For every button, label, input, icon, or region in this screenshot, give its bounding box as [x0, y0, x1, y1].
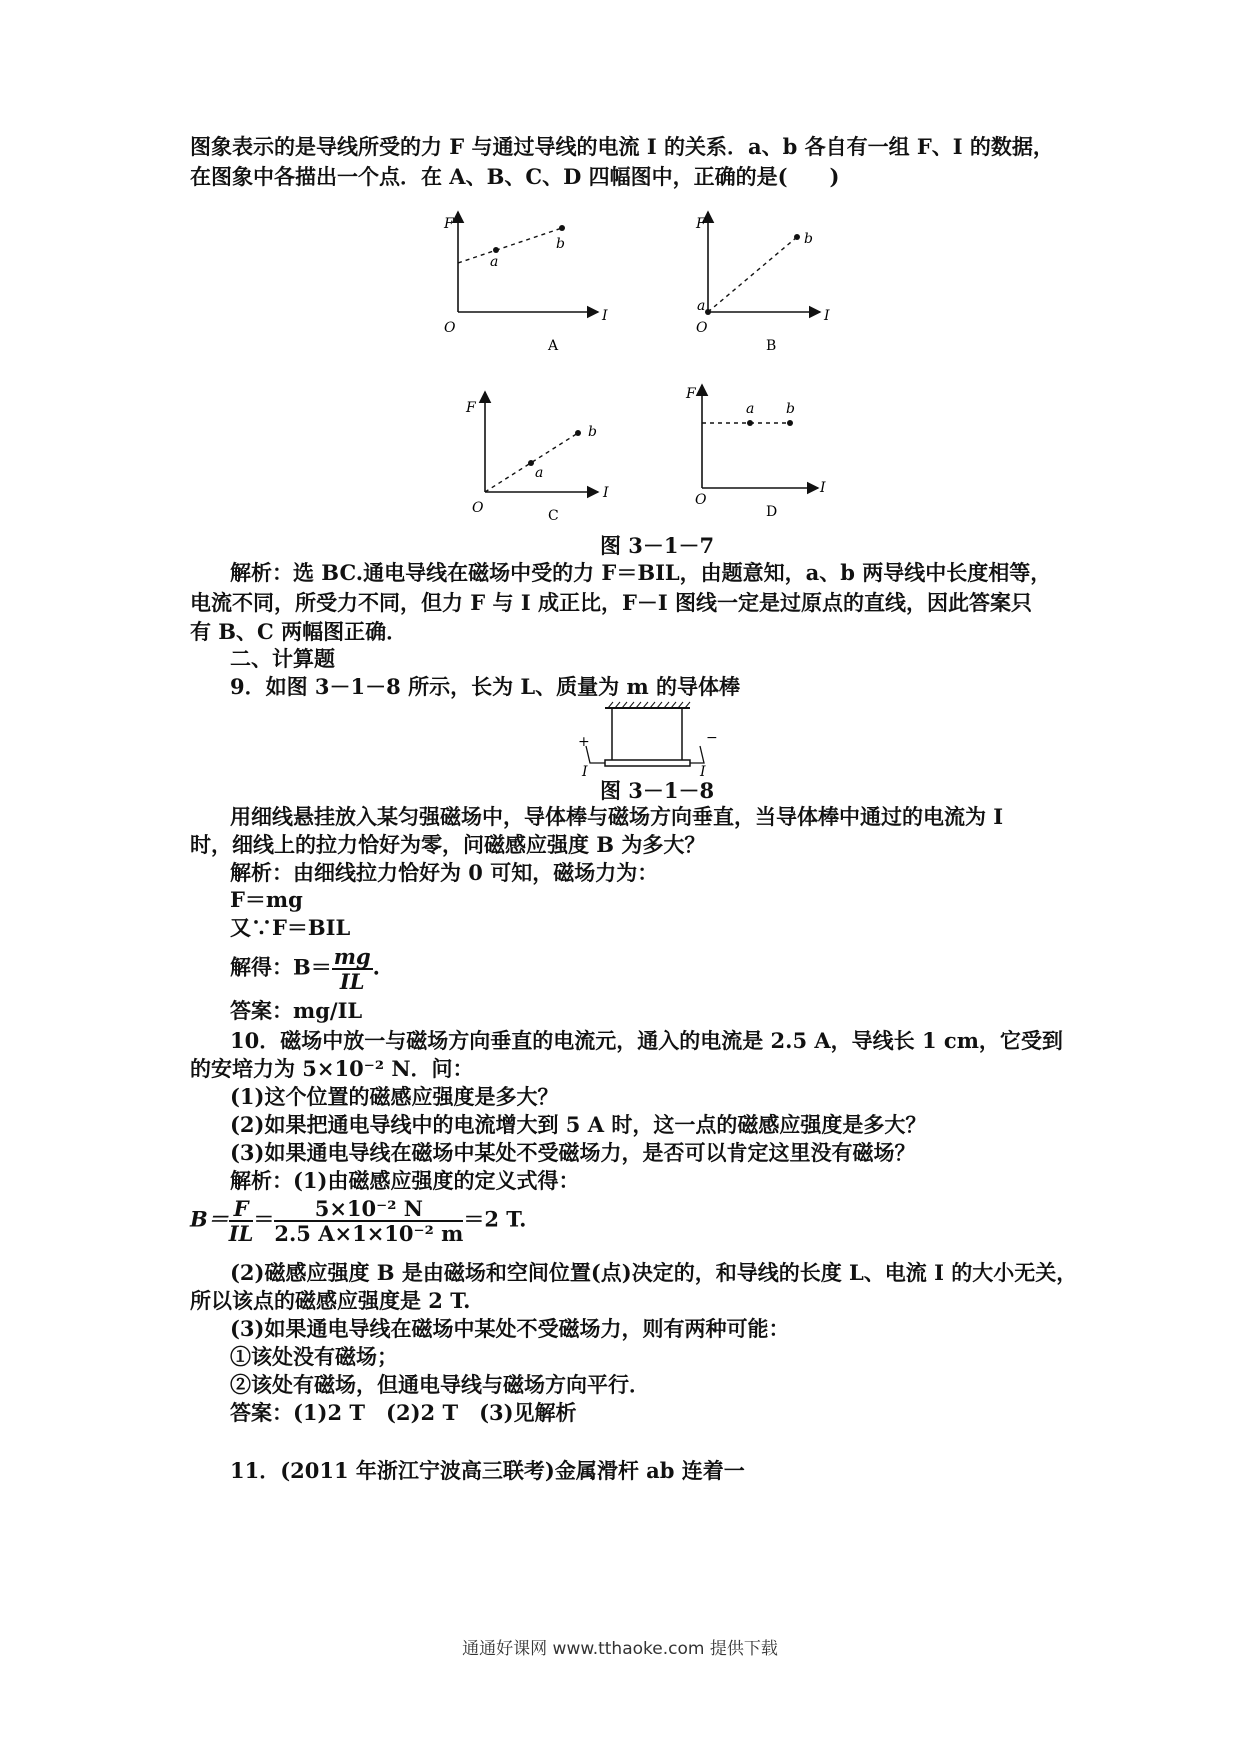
point-a-label: a — [746, 401, 755, 417]
q9-fraction-numerator: mg — [333, 944, 371, 969]
current-label-right: I — [700, 764, 706, 778]
q9-line-3: 时，细线上的拉力恰好为零，问磁感应强度 B 为多大？ — [190, 832, 706, 857]
point-a — [528, 460, 534, 466]
figure-caption-3-1-7: 图 3－1－7 — [600, 533, 715, 558]
axis-i-label: I — [824, 308, 830, 324]
origin-label: O — [472, 500, 484, 516]
origin-label: O — [696, 320, 708, 336]
graph-c-label: C — [548, 508, 559, 520]
current-label-left: I — [582, 764, 588, 778]
figure-3-1-8 — [0, 698, 1240, 778]
q9-analysis-4 — [230, 945, 380, 993]
axis-i-label: I — [820, 480, 826, 496]
q9-analysis-3: 又∵F＝BIL — [230, 915, 351, 940]
point-b-label: b — [786, 401, 795, 417]
q10-analysis-2-line-1: (2)磁感应强度 B 是由磁场和空间位置(点)决定的，和导线的长度 L、电流 I 的大小无关， — [230, 1260, 1078, 1285]
eq-fraction-1-den: IL — [228, 1221, 254, 1247]
graph-b-label: B — [766, 338, 777, 354]
point-b-label: b — [588, 424, 597, 440]
eq-fraction-2-num: 5×10⁻² N — [274, 1197, 463, 1222]
page-footer: 通通好课网 www.tthaoke.com 提供下载 — [462, 1639, 778, 1659]
point-b — [559, 225, 565, 231]
q9-line-2: 用细线悬挂放入某匀强磁场中，导体棒与磁场方向垂直，当导体棒中通过的电流为 I — [230, 804, 1004, 829]
point-b-label: b — [804, 231, 813, 247]
eq-fraction-2-den: 2.5 A×1×10⁻² m — [274, 1221, 464, 1247]
graph-c — [465, 392, 609, 520]
axis-f-label: F — [444, 216, 454, 232]
q10-line-1: 10．磁场中放一与磁场方向垂直的电流元，通入的电流是 2.5 A，导线长 1 cm，它受到 — [230, 1028, 1063, 1053]
q9-result-suffix: . — [372, 954, 380, 980]
analysis-8-line-2: 电流不同，所受力不同，但力 F 与 I 成正比，F－I 图线一定是过原点的直线，因此答案只 — [190, 590, 1033, 615]
q9-result-prefix: 解得：B＝ — [230, 954, 332, 980]
q10-analysis-2-line-2: 所以该点的磁感应强度是 2 T. — [190, 1288, 471, 1313]
axis-i-label: I — [603, 485, 609, 501]
point-a-label: a — [535, 465, 544, 481]
eq-fraction-1-num: F — [229, 1197, 254, 1222]
eq-equals: ＝ — [253, 1206, 275, 1232]
q9-analysis-2: F＝mg — [230, 887, 303, 912]
graph-d-label: D — [766, 504, 778, 520]
q11-line-1: 11．(2011 年浙江宁波高三联考)金属滑杆 ab 连着一 — [230, 1458, 745, 1483]
axis-f-label: F — [466, 400, 476, 416]
q10-equation — [190, 1197, 526, 1245]
eq-result: ＝2 T. — [463, 1206, 527, 1232]
analysis-8-line-1: 解析：选 BC.通电导线在磁场中受的力 F＝BIL，由题意知，a、b 两导线中长度相等， — [230, 560, 1052, 585]
q9-fraction-denominator: IL — [339, 969, 365, 995]
q10-answer: 答案：(1)2 T (2)2 T (3)见解析 — [230, 1400, 577, 1425]
q10-part-2: (2)如果把通电导线中的电流增大到 5 A 时，这一点的磁感应强度是多大？ — [230, 1112, 927, 1137]
q10-analysis-3: (3)如果通电导线在磁场中某处不受磁场力，则有两种可能： — [230, 1316, 790, 1341]
point-b-label: b — [556, 236, 565, 252]
figure-3-1-7 — [0, 180, 1240, 520]
origin-label: O — [695, 492, 707, 508]
point-a-label: a — [697, 298, 706, 314]
eq-b: B＝ — [190, 1206, 229, 1232]
q10-analysis-3-2: ②该处有磁场，但通电导线与磁场方向平行． — [230, 1372, 650, 1397]
graph-a-label: A — [548, 338, 559, 354]
q10-line-2: 的安培力为 5×10⁻² N．问： — [190, 1056, 474, 1081]
axis-f-label: F — [696, 216, 706, 232]
q10-part-3: (3)如果通电导线在磁场中某处不受磁场力，是否可以肯定这里没有磁场？ — [230, 1140, 916, 1165]
intro-line-2: 在图象中各描出一个点．在 A、B、C、D 四幅图中，正确的是( ) — [190, 164, 840, 189]
figure-caption-3-1-8: 图 3－1－8 — [600, 778, 715, 803]
graph-d — [685, 385, 826, 520]
q9-analysis-1: 解析：由细线拉力恰好为 0 可知，磁场力为： — [230, 860, 659, 885]
point-a — [747, 420, 753, 426]
axis-f-label: F — [686, 386, 696, 402]
point-b — [575, 430, 581, 436]
q10-analysis-3-1: ①该处没有磁场； — [230, 1344, 398, 1369]
analysis-8-line-3: 有 B、C 两幅图正确． — [190, 619, 408, 644]
axis-i-label: I — [602, 308, 608, 324]
q9-fraction — [332, 945, 373, 993]
graph-b — [695, 212, 830, 354]
eq-fraction-2 — [274, 1197, 463, 1245]
q9-answer: 答案：mg/IL — [230, 998, 363, 1023]
plus-label: + — [578, 734, 590, 750]
point-b — [794, 234, 800, 240]
origin-label: O — [444, 320, 456, 336]
graph-a — [443, 212, 608, 354]
section-heading: 二、计算题 — [230, 646, 335, 671]
point-a — [705, 309, 711, 315]
q10-analysis-1: 解析：(1)由磁感应强度的定义式得： — [230, 1168, 580, 1193]
point-a — [493, 247, 499, 253]
eq-fraction-1 — [229, 1197, 254, 1245]
minus-label: − — [706, 730, 718, 746]
point-b — [787, 420, 793, 426]
q9-line-1: 9．如图 3－1－8 所示，长为 L、质量为 m 的导体棒 — [230, 674, 740, 699]
point-a-label: a — [490, 254, 499, 270]
q10-part-1: (1)这个位置的磁感应强度是多大？ — [230, 1084, 559, 1109]
intro-line-1: 图象表示的是导线所受的力 F 与通过导线的电流 I 的关系．a、b 各自有一组 F、I 的数据， — [190, 134, 1054, 159]
